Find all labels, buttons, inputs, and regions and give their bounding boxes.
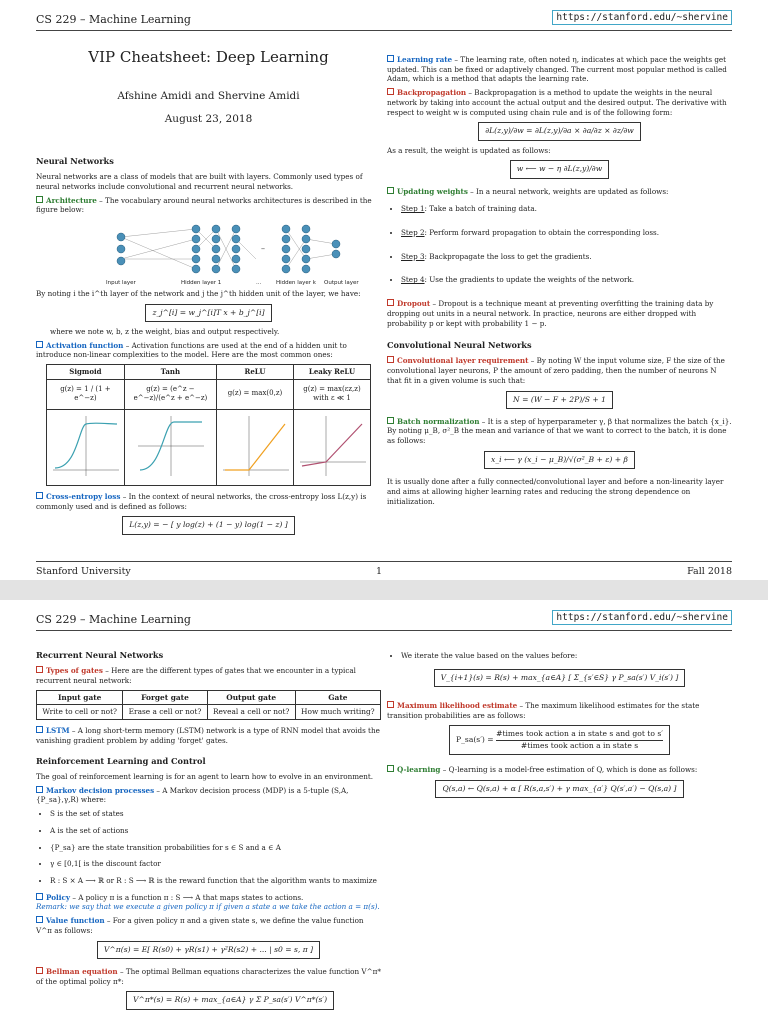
page-footer <box>36 561 732 579</box>
list-item: • Step 4: Use the gradients to update the weights of the network. <box>401 275 732 285</box>
policy-para: Policy – A policy π is a function π : S ⟶ A that maps states to actions. Remark: we say that we execute a given policy π if given a state a we take the action a = π(s). <box>36 892 380 912</box>
term-bellman: Bellman equation <box>46 966 118 976</box>
right-column-2 <box>387 648 732 803</box>
term-policy: Policy <box>46 892 71 902</box>
term-value-function: Value function <box>46 916 105 926</box>
layer-label: Hidden layer 1 <box>181 279 222 286</box>
noting-para: By noting i the i^th layer of the network and j the j^th hidden unit of the layer, we have: <box>36 288 361 298</box>
list-item: • R : S × A ⟶ ℝ or R : S ⟶ ℝ is the reward function that the algorithm wants to maximize <box>50 876 381 886</box>
mle-numerator: #times took action a in state s and got to s′ <box>496 729 663 740</box>
layer-label: Output layer <box>324 279 359 286</box>
table-header: Output gate <box>207 690 295 705</box>
policy-remark: Remark: we say that we execute a given policy π if given a state a we take the action a = π(s). <box>36 902 380 912</box>
plot-sigmoid <box>47 409 125 485</box>
list-item: • γ ∈ [0,1[ is the discount factor <box>50 859 381 869</box>
iteration-equation: V_{i+1}(s) = R(s) + max_{a∈A} [ Σ_{s′∈S} γ P_sa(s′) V_i(s′) ] <box>434 669 686 687</box>
header-link[interactable]: https://stanford.edu/~shervine <box>552 10 732 25</box>
neurons <box>117 225 340 273</box>
dropout-para: Dropout – Dropout is a technique meant at preventing overfitting the training data by dropping out units in a neural network. In practice, neurons are either dropped with probability p or kept with probability 1 − p. <box>387 299 714 328</box>
cross-entropy-para: Cross-entropy loss – In the context of neural networks, the cross-entropy loss L(z,y) is commonly used and is defined as follows: <box>36 491 367 511</box>
mdp-list <box>50 809 381 886</box>
term-updating-weights: Updating weights <box>397 186 468 196</box>
layer-labels <box>106 280 359 286</box>
term-backprop: Backpropagation <box>397 88 467 98</box>
term-lstm: LSTM <box>46 726 70 736</box>
list-item: • Step 2: Perform forward propagation to obtain the corresponding loss. <box>401 228 732 238</box>
mle-para: Maximum likelihood estimate – The maximum likelihood estimates for the state transition probabilities are as follows: <box>387 700 700 720</box>
table-header: Input gate <box>37 690 123 705</box>
table-header: Gate <box>295 690 380 705</box>
z-equation: z_j^[i] = w_j^[i]T x + b_j^[i] <box>145 304 271 322</box>
list-item: • We iterate the value based on the values before: <box>401 651 732 661</box>
section-heading: Neural Networks <box>36 156 114 166</box>
term-cross-entropy: Cross-entropy loss <box>46 491 121 501</box>
nn-intro: Neural networks are a class of models that are built with layers. Commonly used types of neural networks include convolutional and recurrent neural networks. <box>36 172 363 191</box>
list-item: • A is the set of actions <box>50 826 381 836</box>
authors: Afshine Amidi and Shervine Amidi <box>117 90 300 102</box>
table-row <box>37 705 381 720</box>
value-function-equation: V^π(s) = E[ R(s0) + γR(s1) + γ²R(s2) + ... | s0 = s, π ] <box>97 941 320 959</box>
learning-rate-para: Learning rate – The learning rate, often noted η, indicates at which pace the weights get updated. This can be fixed or adaptively changed. The current most popular method is called Adam, which is a method that adapts the learning rate. <box>387 55 727 84</box>
mdp-para: Markov decision processes – A Markov decision process (MDP) is a 5-tuple (S,A,{P_sa},γ,R) where: <box>36 785 349 805</box>
page-number: 1 <box>376 566 383 577</box>
updating-weights-para: Updating weights – In a neural network, weights are updated as follows: <box>387 187 732 197</box>
n-equation: N = (W − F + 2P)/S + 1 <box>506 391 613 409</box>
doc-title: VIP Cheatsheet: Deep Learning <box>88 48 329 66</box>
iterate-list <box>401 651 732 661</box>
backprop-para: Backpropagation – Backpropagation is a method to update the weights in the neural network by taking into account the actual output and the desired output. The derivative with respect to weight w is computed using chain rule and is of the following form: <box>387 88 727 117</box>
gates-table <box>36 690 381 721</box>
gates-para: Types of gates – Here are the different types of gates that we encounter in a typical recurrent neural network: <box>36 666 356 685</box>
bellman-para: Bellman equation – The optimal Bellman equations characterizes the value function V^π* of the optimal policy π*: <box>36 966 381 986</box>
plot-relu <box>216 409 293 485</box>
activation-table <box>46 364 371 486</box>
page-header <box>36 10 732 31</box>
batch-norm-para: Batch normalization – It is a step of hyperparameter γ, β that normalizes the batch {x_i}. By noting μ_B, σ²_B the mean and variance of that we want to correct to the batch, it is done as follows: <box>387 416 732 446</box>
table-cell: Erase a cell or not? <box>123 705 207 720</box>
mle-equation: P_sa(s′) = #times took action a in state s and got to s′ #times took action a in state s <box>387 725 732 755</box>
q-learning-para: Q-learning – Q-learning is a model-free estimation of Q, which is done as follows: <box>387 765 732 775</box>
batch-norm-after: It is usually done after a fully connected/convolutional layer and before a non-linearity layer and aims at allowing higher learning rates and reducing the strong dependence on initialization. <box>387 477 724 506</box>
lstm-para: LSTM – A long short-term memory (LSTM) network is a type of RNN model that avoids the vanishing gradient problem by adding 'forget' gates. <box>36 726 380 746</box>
q-learning-equation: Q(s,a) ← Q(s,a) + α [ R(s,a,s′) + γ max_{a′} Q(s′,a′) − Q(s,a) ] <box>435 780 683 798</box>
table-header: ReLU <box>216 365 293 379</box>
table-cell: Reveal a cell or not? <box>207 705 295 720</box>
term-learning-rate: Learning rate <box>397 55 453 64</box>
term-q-learning: Q-learning <box>397 764 441 774</box>
network-diagram <box>36 219 381 287</box>
list-item: • S is the set of states <box>50 809 381 819</box>
svg-text:–: – <box>261 243 265 253</box>
formula-leaky: g(z) = max(εz,z) with ε ≪ 1 <box>293 379 370 409</box>
term-batch-norm: Batch normalization <box>397 416 480 426</box>
formula-tanh: g(z) = (e^z − e^−z)/(e^z + e^−z) <box>124 379 216 409</box>
layer-label: Input layer <box>106 279 136 286</box>
value-function-para: Value function – For a given policy π and a given state s, we define the value function V^π as follows: <box>36 916 364 935</box>
result-para: As a result, the weight is updated as follows: <box>387 145 551 155</box>
where-para: where we note w, b, z the weight, bias and output respectively. <box>50 326 280 336</box>
term-architecture: Architecture <box>46 195 97 205</box>
plot-tanh <box>124 409 216 485</box>
update-equation: w ⟵ w − η ∂L(z,y)/∂w <box>510 160 609 178</box>
formula-relu: g(z) = max(0,z) <box>216 379 293 409</box>
page-header <box>36 610 732 631</box>
activation-para: Activation function – Activation functions are used at the end of a hidden unit to introduce non-linear complexities to the model. Here are the most common ones: <box>36 340 347 360</box>
section-heading: Reinforcement Learning and Control <box>36 755 206 766</box>
conv-layer-para: Convolutional layer requirement – By noting W the input volume size, F the size of the convolutional layer neurons, P the amount of zero padding, then the number of neurons N that fit in a given volume is such that: <box>387 356 725 385</box>
table-header: Forget gate <box>123 690 207 705</box>
header-link[interactable]: https://stanford.edu/~shervine <box>552 610 732 625</box>
rl-intro: The goal of reinforcement learning is for an agent to learn how to evolve in an environment. <box>36 771 374 781</box>
page-2 <box>0 600 768 1024</box>
page-separator <box>0 580 768 600</box>
left-column-2 <box>36 644 381 1015</box>
list-item: • Step 1: Take a batch of training data. <box>401 204 732 214</box>
backprop-equation: ∂L(z,y)/∂w = ∂L(z,y)/∂a × ∂a/∂z × ∂z/∂w <box>478 122 641 140</box>
formula-sigmoid: g(z) = 1 / (1 + e^−z) <box>47 379 125 409</box>
term-dropout: Dropout <box>397 299 431 309</box>
architecture-para: Architecture – The vocabulary around neural networks architectures is described in the figure below: <box>36 195 372 215</box>
mle-denominator: #times took action a in state s <box>520 740 639 750</box>
term-gates: Types of gates <box>46 666 103 676</box>
list-item: • {P_sa} are the state transition probabilities for s ∈ S and a ∈ A <box>50 843 381 853</box>
footer-left: Stanford University <box>36 566 131 577</box>
footer-right: Fall 2018 <box>687 566 732 577</box>
section-heading: Convolutional Neural Networks <box>387 340 532 351</box>
table-header: Tanh <box>124 365 216 379</box>
table-header: Sigmoid <box>47 365 125 379</box>
layer-label: Hidden layer k <box>276 279 316 286</box>
term-activation: Activation function <box>46 340 124 350</box>
table-cell: Write to cell or not? <box>37 705 123 720</box>
term-conv-layer: Convolutional layer requirement <box>397 356 529 366</box>
table-cell: How much writing? <box>295 705 380 720</box>
course-label: CS 229 – Machine Learning <box>36 13 191 26</box>
layer-label: ... <box>256 279 262 286</box>
steps-list <box>401 204 732 285</box>
term-mdp: Markov decision processes <box>46 785 155 795</box>
term-mle: Maximum likelihood estimate <box>397 700 518 710</box>
table-header: Leaky ReLU <box>293 365 370 379</box>
batch-norm-equation: x_i ⟵ γ (x_i − μ_B)/√(σ²_B + ε) + β <box>484 451 635 469</box>
right-column-1 <box>387 55 732 510</box>
list-item: • Step 3: Backpropagate the loss to get the gradients. <box>401 252 732 262</box>
plot-leaky-relu <box>293 409 370 485</box>
course-label: CS 229 – Machine Learning <box>36 613 191 626</box>
doc-date: August 23, 2018 <box>164 113 253 125</box>
cross-entropy-equation: L(z,y) = − [ y log(z) + (1 − y) log(1 − z) ] <box>122 516 295 534</box>
section-heading: Recurrent Neural Networks <box>36 650 164 660</box>
left-column-1 <box>36 150 381 540</box>
bellman-equation: V^π*(s) = R(s) + max_{a∈A} γ Σ P_sa(s′) V^π*(s′) <box>126 991 334 1009</box>
